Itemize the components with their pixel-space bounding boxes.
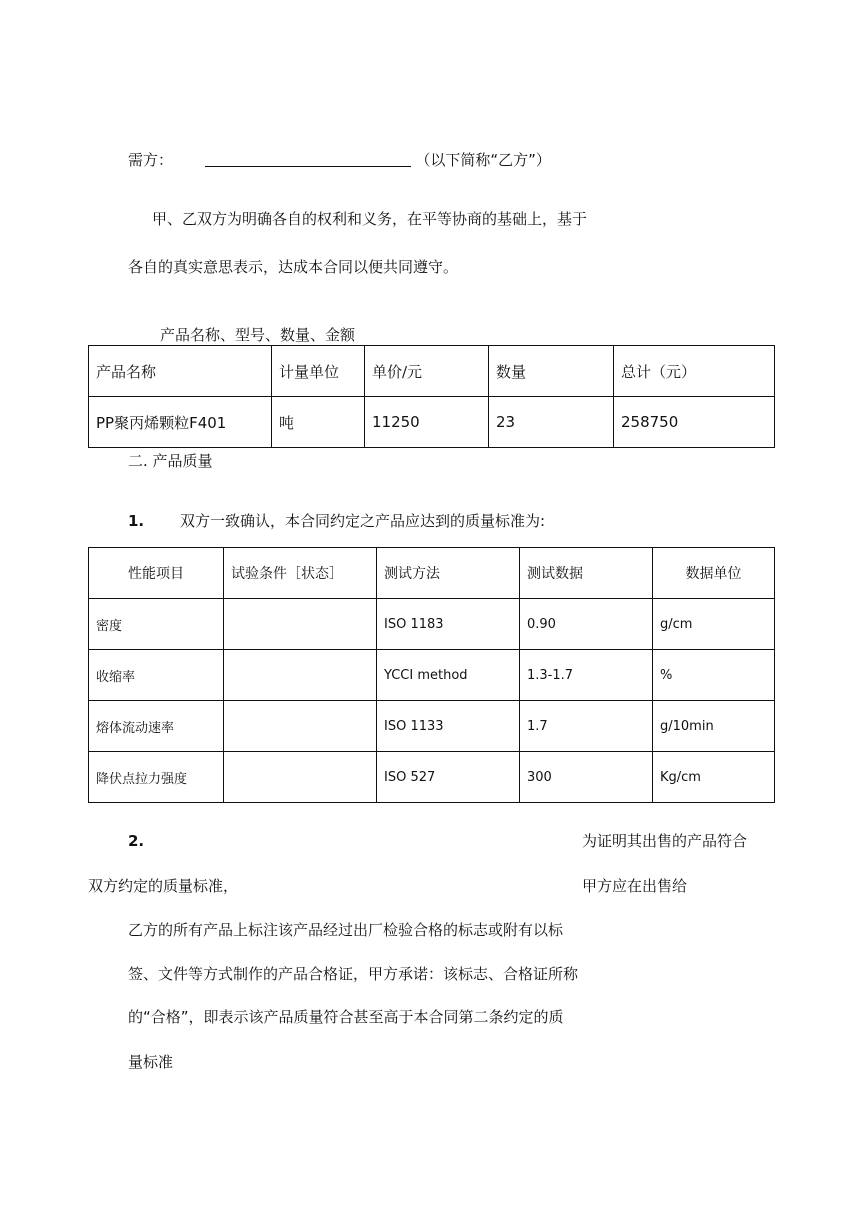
quality-header-condition: 试验条件［状态］ [224, 548, 377, 599]
quality-cell-condition [224, 599, 377, 650]
intro-line-1: 甲、乙双方为明确各自的权利和义务，在平等协商的基础上，基于 [152, 210, 588, 228]
quality-cell-condition [224, 650, 377, 701]
quality-cell-unit: g/10min [653, 701, 775, 752]
product-cell-name: PP聚丙烯颗粒F401 [89, 397, 272, 448]
section1-title: 产品名称、型号、数量、金额 [160, 326, 356, 344]
product-header-name: 产品名称 [89, 346, 272, 397]
section2-title: 二. 产品质量 [128, 452, 213, 470]
clause2-part-a: 为证明其出售的产品符合 [582, 832, 748, 850]
quality-cell-method: ISO 1133 [377, 701, 520, 752]
quality-cell-condition [224, 752, 377, 803]
product-header-price: 单价/元 [365, 346, 489, 397]
quality-cell-item: 熔体流动速率 [89, 701, 224, 752]
product-cell-unit: 吨 [272, 397, 365, 448]
buyer-label: 需方： [128, 151, 174, 169]
clause2-line-5: 的“合格”，即表示该产品质量符合甚至高于本合同第二条约定的质 [128, 1008, 564, 1026]
quality-cell-item: 降伏点拉力强度 [89, 752, 224, 803]
product-table-header [89, 346, 775, 397]
clause2-line-6: 量标准 [128, 1053, 174, 1071]
clause2-part-b: 双方约定的质量标准， [88, 877, 239, 895]
product-header-total: 总计（元） [614, 346, 775, 397]
quality-header-item: 性能项目 [89, 548, 224, 599]
quality-header-unit: 数据单位 [653, 548, 775, 599]
clause1-text: 双方一致确认，本合同约定之产品应达到的质量标准为: [180, 512, 546, 530]
buyer-name-blank [205, 150, 411, 167]
clause2-line-3: 乙方的所有产品上标注该产品经过出厂检验合格的标志或附有以标 [128, 921, 564, 939]
product-cell-qty: 23 [489, 397, 614, 448]
quality-cell-unit: Kg/cm [653, 752, 775, 803]
quality-cell-unit: % [653, 650, 775, 701]
quality-cell-unit: g/cm [653, 599, 775, 650]
quality-cell-data: 300 [520, 752, 653, 803]
buyer-note: （以下简称“乙方”） [415, 151, 551, 169]
product-cell-total: 258750 [614, 397, 775, 448]
quality-cell-data: 0.90 [520, 599, 653, 650]
quality-cell-item: 密度 [89, 599, 224, 650]
product-cell-price: 11250 [365, 397, 489, 448]
quality-cell-condition [224, 701, 377, 752]
table-row [89, 599, 775, 650]
quality-cell-method: ISO 1183 [377, 599, 520, 650]
product-table [88, 345, 775, 448]
quality-cell-item: 收缩率 [89, 650, 224, 701]
table-row [89, 650, 775, 701]
clause2-line-4: 签、文件等方式制作的产品合格证，甲方承诺：该标志、合格证所称 [128, 965, 579, 983]
clause1-number: 1. [128, 512, 145, 530]
table-row [89, 397, 775, 448]
quality-cell-data: 1.3-1.7 [520, 650, 653, 701]
clause2-number: 2. [128, 832, 145, 850]
quality-header-data: 测试数据 [520, 548, 653, 599]
quality-table-header [89, 548, 775, 599]
quality-header-method: 测试方法 [377, 548, 520, 599]
product-header-unit: 计量单位 [272, 346, 365, 397]
quality-table [88, 547, 775, 803]
quality-cell-method: ISO 527 [377, 752, 520, 803]
product-header-qty: 数量 [489, 346, 614, 397]
table-row [89, 752, 775, 803]
quality-cell-method: YCCI method [377, 650, 520, 701]
clause2-part-c: 甲方应在出售给 [582, 877, 688, 895]
quality-cell-data: 1.7 [520, 701, 653, 752]
buyer-line [128, 150, 551, 169]
intro-line-2: 各自的真实意思表示，达成本合同以便共同遵守。 [128, 258, 459, 276]
table-row [89, 701, 775, 752]
